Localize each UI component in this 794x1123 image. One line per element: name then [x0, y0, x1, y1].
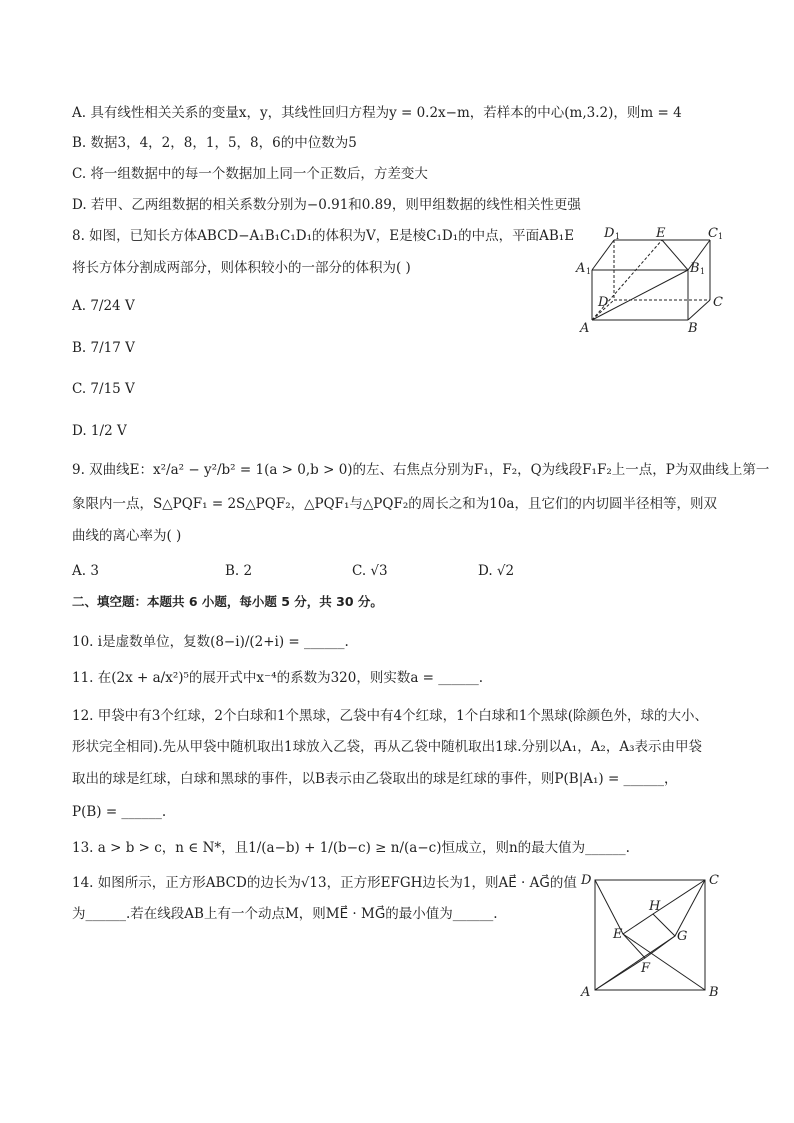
q14-square-figure [575, 868, 725, 1003]
q9-option-c: C. √3 [352, 563, 388, 579]
q12-line1: 12. 甲袋中有3个红球，2个白球和1个黑球，乙袋中有4个红球，1个白球和1个黑球(除颜色外，球的大小、 [72, 708, 709, 724]
q14-line2: 为______.若在线段AB上有一个动点M，则ME⃗ · MG⃗的最小值为______. [72, 906, 498, 922]
q12-line2: 形状完全相同).先从甲袋中随机取出1球放入乙袋，再从乙袋中随机取出1球.分别以A₁，A₂，A₃表示由甲袋 [72, 739, 703, 755]
label-b1: B [690, 261, 700, 276]
label-d: D [581, 873, 592, 888]
label-e: E [656, 226, 666, 241]
q9-option-b: B. 2 [225, 563, 253, 579]
label-a1: A [576, 261, 586, 276]
label-e: E [613, 927, 623, 942]
q9-stem-line1: 9. 双曲线E：x²/a² − y²/b² = 1(a > 0,b > 0)的左、右焦点分别为F₁，F₂，Q为线段F₁F₂上一点，P为双曲线上第一 [72, 462, 770, 478]
q7-option-d: D. 若甲、乙两组数据的相关系数分别为−0.91和0.89，则甲组数据的线性相关性更强 [72, 197, 581, 213]
q9-option-a: A. 3 [72, 563, 99, 579]
q8-option-b: B. 7/17 V [72, 340, 135, 356]
q11: 11. 在(2x + a/x²)⁵的展开式中x⁻⁴的系数为320，则实数a = ______. [72, 670, 484, 686]
q14-line1: 14. 如图所示，正方形ABCD的边长为√13，正方形EFGH边长为1，则AE⃗ · AG⃗的值 [72, 875, 577, 891]
q7-option-a: A. 具有线性相关关系的变量x，y，其线性回归方程为y = 0.2x−m，若样本的中心(m,3.2)，则m = 4 [72, 105, 682, 121]
q9-stem-line2: 象限内一点，S△PQF₁ = 2S△PQF₂，△PQF₁与△PQF₂的周长之和为10a，且它们的内切圆半径相等，则双 [72, 496, 717, 512]
q7-option-c: C. 将一组数据中的每一个数据加上同一个正数后，方差变大 [72, 166, 428, 182]
q10: 10. i是虚数单位，复数(8−i)/(2+i) = ______. [72, 634, 349, 650]
label-b: B [688, 321, 698, 336]
q9-option-d: D. √2 [478, 563, 515, 579]
label-b: B [709, 985, 719, 1000]
label-a1-sub: 1 [586, 267, 592, 276]
q9-stem-line3: 曲线的离心率为( ) [72, 528, 182, 544]
label-f: F [641, 961, 651, 976]
label-c1: C [708, 226, 718, 241]
q12-line3: 取出的球是红球，白球和黑球的事件，以B表示由乙袋取出的球是红球的事件，则P(B|A₁) = ______， [72, 771, 678, 787]
q8-option-d: D. 1/2 V [72, 423, 127, 439]
label-b1-sub: 1 [700, 267, 706, 276]
q13: 13. a > b > c，n ∈ N*，且1/(a−b) + 1/(b−c) ≥ n/(a−c)恒成立，则n的最大值为______. [72, 840, 630, 856]
label-c1-sub: 1 [718, 232, 724, 241]
q8-stem-line2: 将长方体分割成两部分，则体积较小的一部分的体积为( ) [72, 260, 411, 276]
label-d: D [598, 295, 609, 310]
label-a: A [580, 321, 590, 336]
q8-option-a: A. 7/24 V [72, 298, 135, 314]
label-a: A [581, 985, 591, 1000]
label-g: G [677, 929, 688, 944]
q7-option-b: B. 数据3，4，2，8，1，5，8，6的中位数为5 [72, 135, 357, 151]
q8-cuboid-figure [570, 222, 730, 342]
q12-line4: P(B) = ______. [72, 804, 167, 820]
label-d1-sub: 1 [615, 232, 621, 241]
label-d1: D [604, 226, 615, 241]
label-c: C [713, 295, 723, 310]
q8-option-c: C. 7/15 V [72, 381, 135, 397]
section-heading-fill-in: 二、填空题：本题共 6 小题，每小题 5 分，共 30 分。 [72, 594, 383, 609]
label-h: H [649, 899, 661, 914]
label-c: C [709, 873, 719, 888]
q8-stem-line1: 8. 如图，已知长方体ABCD−A₁B₁C₁D₁的体积为V，E是棱C₁D₁的中点，平面AB₁E [72, 228, 575, 244]
